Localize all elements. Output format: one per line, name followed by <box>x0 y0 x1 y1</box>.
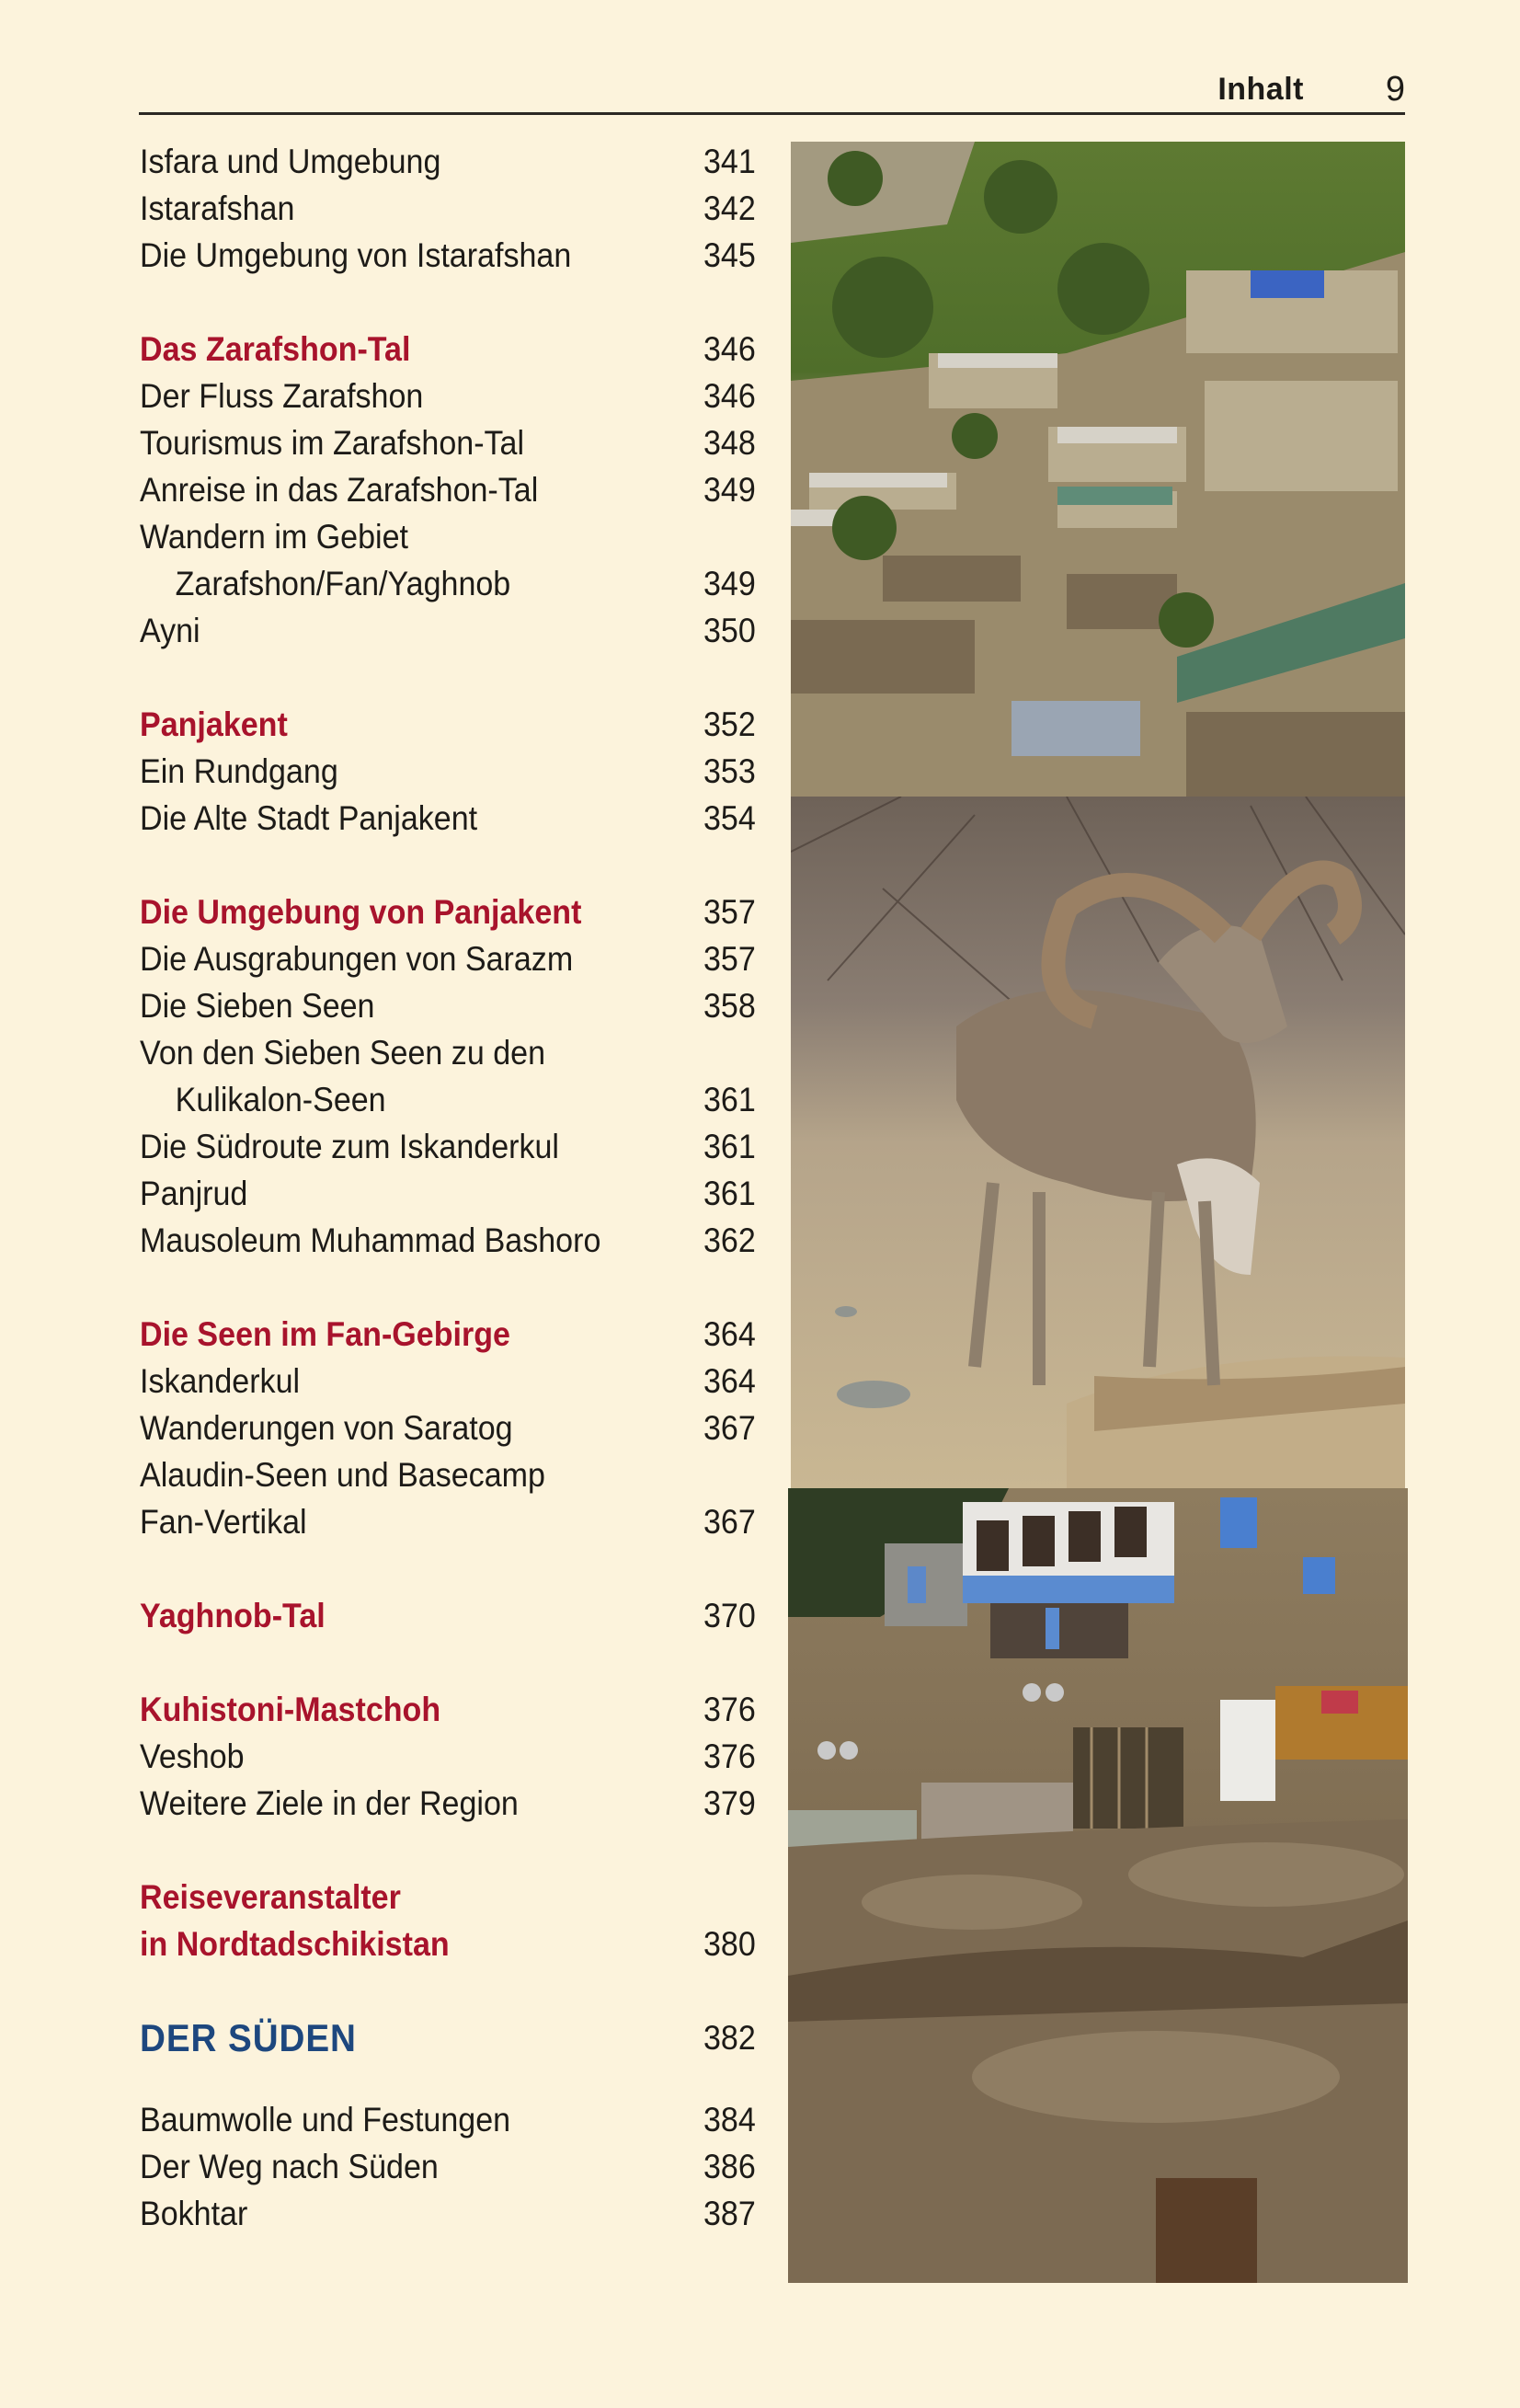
toc-section-heading[interactable] <box>140 1592 756 1639</box>
toc-label: Fan-Vertikal <box>140 1503 307 1541</box>
toc-label: Die Seen im Fan-Gebirge <box>140 1315 510 1353</box>
toc-entry[interactable] <box>140 232 756 279</box>
toc-entry[interactable] <box>140 1217 756 1264</box>
toc-label: Das Zarafshon-Tal <box>140 330 411 368</box>
toc-entry[interactable] <box>140 607 756 654</box>
toc-page-number: 346 <box>703 330 756 368</box>
toc-label: Istarafshan <box>140 189 295 227</box>
toc-entry[interactable] <box>140 935 756 982</box>
toc-label: Zarafshon/Fan/Yaghnob <box>175 565 511 602</box>
photo-stone-houses <box>788 1488 1408 2283</box>
toc-page-number: 361 <box>703 1128 756 1165</box>
toc-label: Panjrud <box>140 1175 248 1212</box>
village-photo-image <box>791 142 1405 797</box>
table-of-contents <box>140 138 756 2237</box>
toc-page-number: 346 <box>703 377 756 415</box>
toc-entry[interactable] <box>140 982 756 1029</box>
toc-page-number: 358 <box>703 987 756 1025</box>
toc-entry[interactable] <box>140 373 756 419</box>
toc-entry[interactable] <box>140 185 756 232</box>
toc-label: Mausoleum Muhammad Bashoro <box>140 1221 601 1259</box>
toc-spacer <box>140 1827 756 1874</box>
toc-page-number: 380 <box>703 1925 756 1963</box>
toc-label: DER SÜDEN <box>140 2016 357 2059</box>
toc-page-number: 354 <box>703 799 756 837</box>
toc-page-number: 386 <box>703 2148 756 2185</box>
section-title: Inhalt <box>1217 72 1304 107</box>
toc-label: Wanderungen von Saratog <box>140 1409 513 1447</box>
toc-chapter-heading[interactable] <box>140 2008 756 2069</box>
toc-section-heading[interactable] <box>140 1686 756 1733</box>
toc-page-number: 341 <box>703 143 756 180</box>
toc-spacer <box>140 1545 756 1592</box>
toc-section-heading[interactable] <box>140 1311 756 1358</box>
header-divider <box>139 112 1405 115</box>
goat-photo-image <box>791 797 1405 1488</box>
toc-section-heading[interactable] <box>140 701 756 748</box>
toc-spacer <box>140 279 756 326</box>
toc-label: Yaghnob-Tal <box>140 1597 326 1634</box>
toc-entry[interactable] <box>140 2143 756 2190</box>
houses-photo-image <box>788 1488 1408 2283</box>
toc-page-number: 357 <box>703 893 756 931</box>
toc-entry[interactable] <box>140 513 756 560</box>
toc-label: Anreise in das Zarafshon-Tal <box>140 471 539 509</box>
toc-spacer <box>140 842 756 889</box>
toc-spacer <box>140 654 756 701</box>
toc-page-number: 342 <box>703 189 756 227</box>
toc-page-number: 348 <box>703 424 756 462</box>
toc-section-heading[interactable] <box>140 1874 756 1921</box>
page-number: 9 <box>1385 70 1405 109</box>
toc-page-number: 353 <box>703 752 756 790</box>
toc-entry[interactable] <box>140 1733 756 1780</box>
toc-label: Isfara und Umgebung <box>140 143 441 180</box>
toc-entry[interactable] <box>140 138 756 185</box>
toc-label: Kulikalon-Seen <box>175 1081 386 1118</box>
toc-page-number: 367 <box>703 1503 756 1541</box>
toc-entry[interactable] <box>140 1405 756 1451</box>
toc-label: Ayni <box>140 612 200 649</box>
toc-entry[interactable] <box>140 1358 756 1405</box>
toc-label: Die Sieben Seen <box>140 987 375 1025</box>
toc-entry[interactable] <box>140 2096 756 2143</box>
toc-label: in Nordtadschikistan <box>140 1925 450 1963</box>
page-header <box>139 64 1405 112</box>
toc-label: Ein Rundgang <box>140 752 338 790</box>
toc-page-number: 349 <box>703 565 756 602</box>
toc-label: Die Alte Stadt Panjakent <box>140 799 478 837</box>
toc-label: Alaudin-Seen und Basecamp <box>140 1456 545 1494</box>
toc-entry-continued[interactable] <box>140 560 756 607</box>
toc-entry-continued[interactable] <box>140 1076 756 1123</box>
toc-page-number: 364 <box>703 1315 756 1353</box>
toc-label: Die Umgebung von Istarafshan <box>140 236 572 274</box>
toc-page-number: 350 <box>703 612 756 649</box>
toc-entry[interactable] <box>140 795 756 842</box>
toc-label: Die Umgebung von Panjakent <box>140 893 582 931</box>
toc-page-number: 376 <box>703 1737 756 1775</box>
toc-entry[interactable] <box>140 1451 756 1498</box>
toc-label: Tourismus im Zarafshon-Tal <box>140 424 525 462</box>
toc-page-number: 370 <box>703 1597 756 1634</box>
toc-entry[interactable] <box>140 419 756 466</box>
toc-page-number: 345 <box>703 236 756 274</box>
toc-entry[interactable] <box>140 748 756 795</box>
toc-page-number: 352 <box>703 705 756 743</box>
toc-page-number: 364 <box>703 1362 756 1400</box>
toc-page-number: 367 <box>703 1409 756 1447</box>
photo-markhor-goat <box>791 797 1405 1488</box>
toc-label: Die Südroute zum Iskanderkul <box>140 1128 559 1165</box>
toc-label: Wandern im Gebiet <box>140 518 408 556</box>
photo-hillside-village <box>791 142 1405 797</box>
toc-label: Von den Sieben Seen zu den <box>140 1034 546 1072</box>
toc-label: Iskanderkul <box>140 1362 301 1400</box>
toc-section-heading[interactable] <box>140 1921 756 1967</box>
toc-section-heading[interactable] <box>140 889 756 935</box>
toc-page-number: 382 <box>703 2019 756 2057</box>
toc-label: Baumwolle und Festungen <box>140 2101 511 2139</box>
toc-label: Bokhtar <box>140 2195 248 2232</box>
toc-entry[interactable] <box>140 1498 756 1545</box>
toc-page-number: 379 <box>703 1784 756 1822</box>
toc-label: Reiseveranstalter <box>140 1878 401 1916</box>
toc-page-number: 376 <box>703 1691 756 1728</box>
toc-section-heading[interactable] <box>140 326 756 373</box>
toc-spacer <box>140 1264 756 1311</box>
toc-entry[interactable] <box>140 1780 756 1827</box>
toc-label: Veshob <box>140 1737 245 1775</box>
toc-page-number: 387 <box>703 2195 756 2232</box>
toc-entry[interactable] <box>140 2190 756 2237</box>
toc-page-number: 361 <box>703 1081 756 1118</box>
toc-label: Kuhistoni-Mastchoh <box>140 1691 441 1728</box>
toc-entry[interactable] <box>140 1123 756 1170</box>
toc-entry[interactable] <box>140 1170 756 1217</box>
toc-spacer <box>140 1639 756 1686</box>
toc-label: Der Weg nach Süden <box>140 2148 439 2185</box>
toc-label: Panjakent <box>140 705 288 743</box>
toc-page-number: 349 <box>703 471 756 509</box>
toc-page-number: 361 <box>703 1175 756 1212</box>
toc-label: Der Fluss Zarafshon <box>140 377 424 415</box>
toc-label: Die Ausgrabungen von Sarazm <box>140 940 574 978</box>
toc-label: Weitere Ziele in der Region <box>140 1784 519 1822</box>
toc-entry[interactable] <box>140 1029 756 1076</box>
toc-entry[interactable] <box>140 466 756 513</box>
toc-page-number: 362 <box>703 1221 756 1259</box>
toc-page-number: 384 <box>703 2101 756 2139</box>
toc-page-number: 357 <box>703 940 756 978</box>
